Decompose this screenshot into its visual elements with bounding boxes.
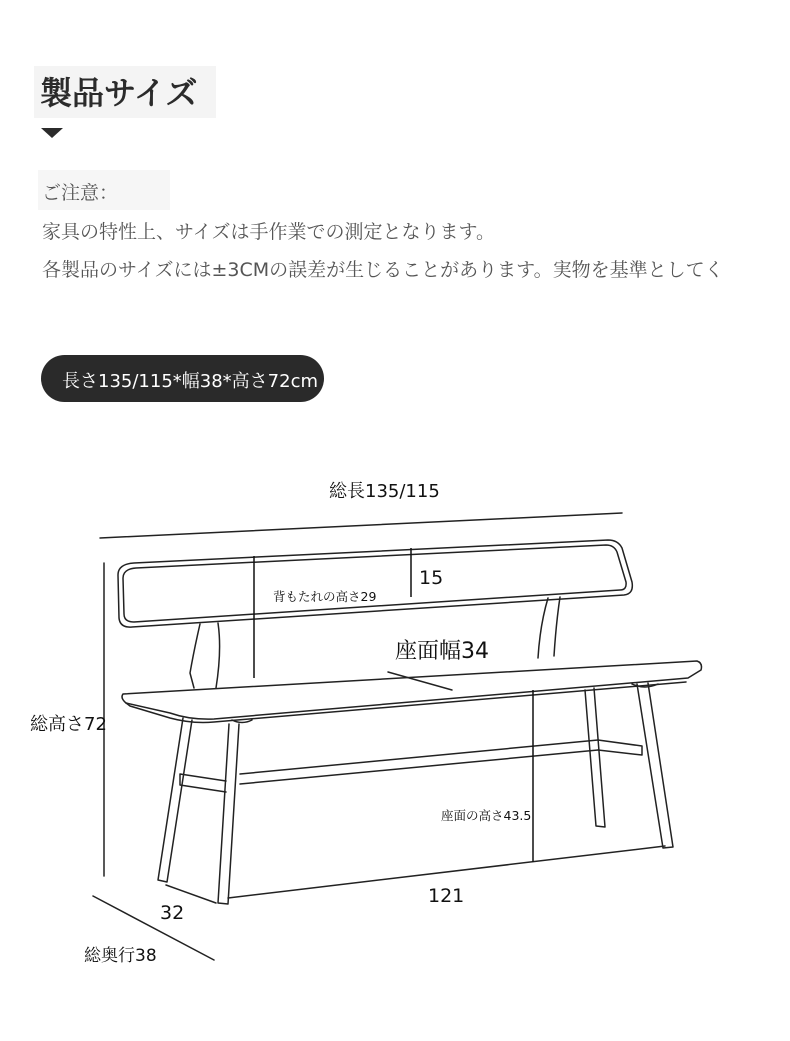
total-height-label: 総高さ72: [30, 714, 107, 735]
seat-width-split-line: [388, 672, 452, 690]
backrest: [118, 540, 632, 627]
back-support-left: [190, 623, 220, 688]
note-line-2: 各製品のサイズには±3CMの誤差が生じることがあります。実物を基準としてく: [42, 259, 724, 281]
inner-depth-label: 32: [160, 902, 185, 924]
note-heading: ご注意：: [42, 182, 119, 204]
total-depth-label: 総奥行38: [84, 946, 157, 966]
leg-front-left: [158, 718, 192, 882]
leg-front-center: [218, 724, 239, 904]
seat-width-label: 座面幅34: [395, 639, 489, 664]
back-support-right: [538, 597, 560, 658]
stretcher-long: [240, 740, 598, 784]
backrest-thickness-label: 15: [419, 567, 444, 589]
note-line-1: 家具の特性上、サイズは手作業での測定となります。: [42, 221, 495, 243]
page-title: 製品サイズ: [40, 74, 198, 112]
total-length-dimension-line: [100, 513, 622, 538]
seat-height-label: 座面の高さ43.5: [441, 808, 532, 823]
total-length-label: 総長135/115: [329, 481, 440, 502]
size-badge-text: 長さ135/115*幅38*高さ72cm: [62, 371, 319, 392]
leg-back-right: [585, 688, 605, 827]
seat: [122, 661, 702, 723]
stretcher-right: [598, 740, 642, 755]
stretcher-side: [180, 774, 226, 792]
leg-front-right: [637, 683, 673, 848]
inner-depth-dimension-line: [166, 885, 216, 903]
backrest-height-label: 背もたれの高さ29: [273, 589, 377, 604]
inner-length-label: 121: [428, 885, 465, 907]
